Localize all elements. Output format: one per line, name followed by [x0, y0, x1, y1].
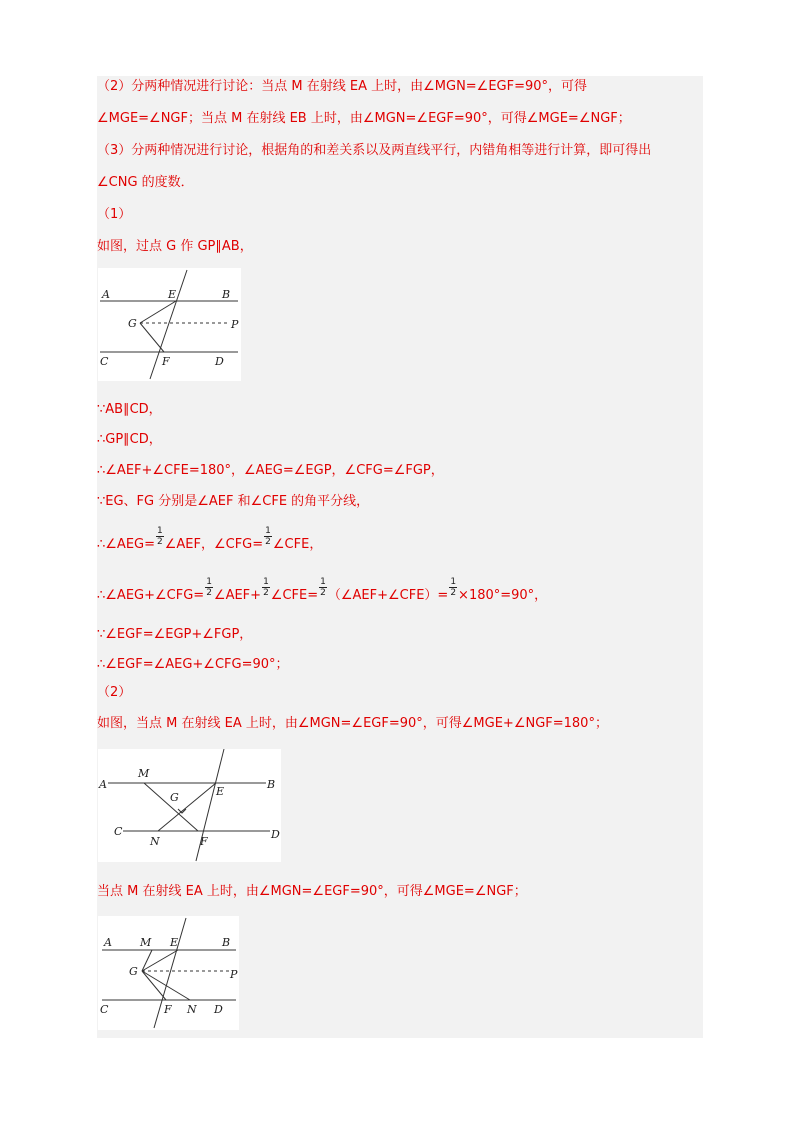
label-b: B	[222, 288, 231, 301]
text-line-14: ∴∠EGF=∠AEG+∠CFG=90°；	[97, 657, 289, 672]
label-n: N	[187, 1003, 197, 1016]
text-seg: ∠AEF+	[213, 588, 262, 603]
part-2-heading: （2）	[97, 685, 132, 700]
label-d: D	[271, 828, 280, 841]
fraction-half: $\frac{1}{2}$	[206, 577, 212, 598]
label-e: E	[216, 785, 225, 798]
fraction-half: $\frac{1}{2}$	[450, 577, 457, 598]
label-c: C	[100, 355, 109, 368]
text-seg: （∠AEF+∠CFE）=	[327, 588, 449, 603]
fraction-half: $\frac{1}{2}$	[320, 577, 326, 598]
label-m: M	[140, 936, 152, 949]
text-line-2: ∠MGE=∠NGF；当点 M 在射线 EB 上时，由∠MGN=∠EGF=90°，可得∠MGE=∠NGF；	[97, 111, 631, 126]
part-1-heading: （1）	[97, 207, 132, 222]
label-e: E	[170, 936, 179, 949]
text-line-6: 如图，过点 G 作 GP∥AB，	[97, 239, 253, 254]
label-p: P	[230, 968, 238, 981]
text-line-1: （2）分两种情况进行讨论：当点 M 在射线 EA 上时，由∠MGN=∠EGF=90°，可得	[97, 79, 588, 94]
segment-en	[158, 783, 216, 831]
text-seg: ×180°=90°，	[458, 588, 548, 603]
label-a: A	[104, 936, 112, 949]
text-seg: ∠AEF，∠CFG=	[164, 537, 264, 552]
fraction-half: $\frac{1}{2}$	[265, 526, 271, 547]
label-f: F	[200, 835, 208, 848]
label-n: N	[150, 835, 160, 848]
label-g: G	[129, 965, 138, 978]
text-line-11	[97, 526, 323, 555]
label-c: C	[100, 1003, 109, 1016]
segment-gn	[142, 971, 190, 1000]
text-seg: ∠CFE=	[270, 588, 319, 603]
label-c: C	[114, 825, 123, 838]
label-p: P	[231, 318, 239, 331]
label-a: A	[99, 778, 107, 791]
label-m: M	[138, 767, 150, 780]
text-line-9: ∴∠AEF+∠CFE=180°，∠AEG=∠EGP，∠CFG=∠FGP，	[97, 463, 444, 478]
label-g: G	[170, 791, 179, 804]
label-g: G	[128, 317, 137, 330]
label-b: B	[222, 936, 231, 949]
label-d: D	[214, 1003, 223, 1016]
text-line-7: ∵AB∥CD，	[97, 402, 162, 417]
text-seg: ∠CFE，	[272, 537, 323, 552]
segment-gf	[142, 971, 166, 1000]
figure-3	[98, 916, 239, 1030]
text-line-3: （3）分两种情况进行讨论，根据角的和差关系以及两直线平行，内错角相等进行计算，即可得出	[97, 143, 652, 158]
fraction-half: $\frac{1}{2}$	[157, 526, 163, 547]
text-line-12	[97, 577, 548, 606]
text-line-8: ∴GP∥CD，	[97, 432, 162, 447]
text-line-10: ∵EG、FG 分别是∠AEF 和∠CFE 的角平分线，	[97, 494, 370, 509]
figure-1	[98, 268, 241, 381]
label-d: D	[215, 355, 224, 368]
text-line-4: ∠CNG 的度数．	[97, 175, 194, 190]
label-b: B	[267, 778, 276, 791]
segment-gf	[140, 323, 164, 352]
fraction-half: $\frac{1}{2}$	[263, 577, 269, 598]
label-a: A	[102, 288, 110, 301]
figure-2	[98, 749, 281, 862]
label-f: F	[164, 1003, 172, 1016]
text-line-13: ∵∠EGF=∠EGP+∠FGP，	[97, 627, 253, 642]
text-seg: ∴∠AEG=	[97, 537, 155, 552]
text-line-17: 当点 M 在射线 EA 上时，由∠MGN=∠EGF=90°，可得∠MGE=∠NGF；	[97, 884, 527, 899]
text-line-16: 如图，当点 M 在射线 EA 上时，由∠MGN=∠EGF=90°，可得∠MGE+∠NGF=180°；	[97, 716, 608, 731]
label-f: F	[162, 355, 170, 368]
text-seg: ∴∠AEG+∠CFG=	[97, 588, 205, 603]
label-e: E	[168, 288, 177, 301]
